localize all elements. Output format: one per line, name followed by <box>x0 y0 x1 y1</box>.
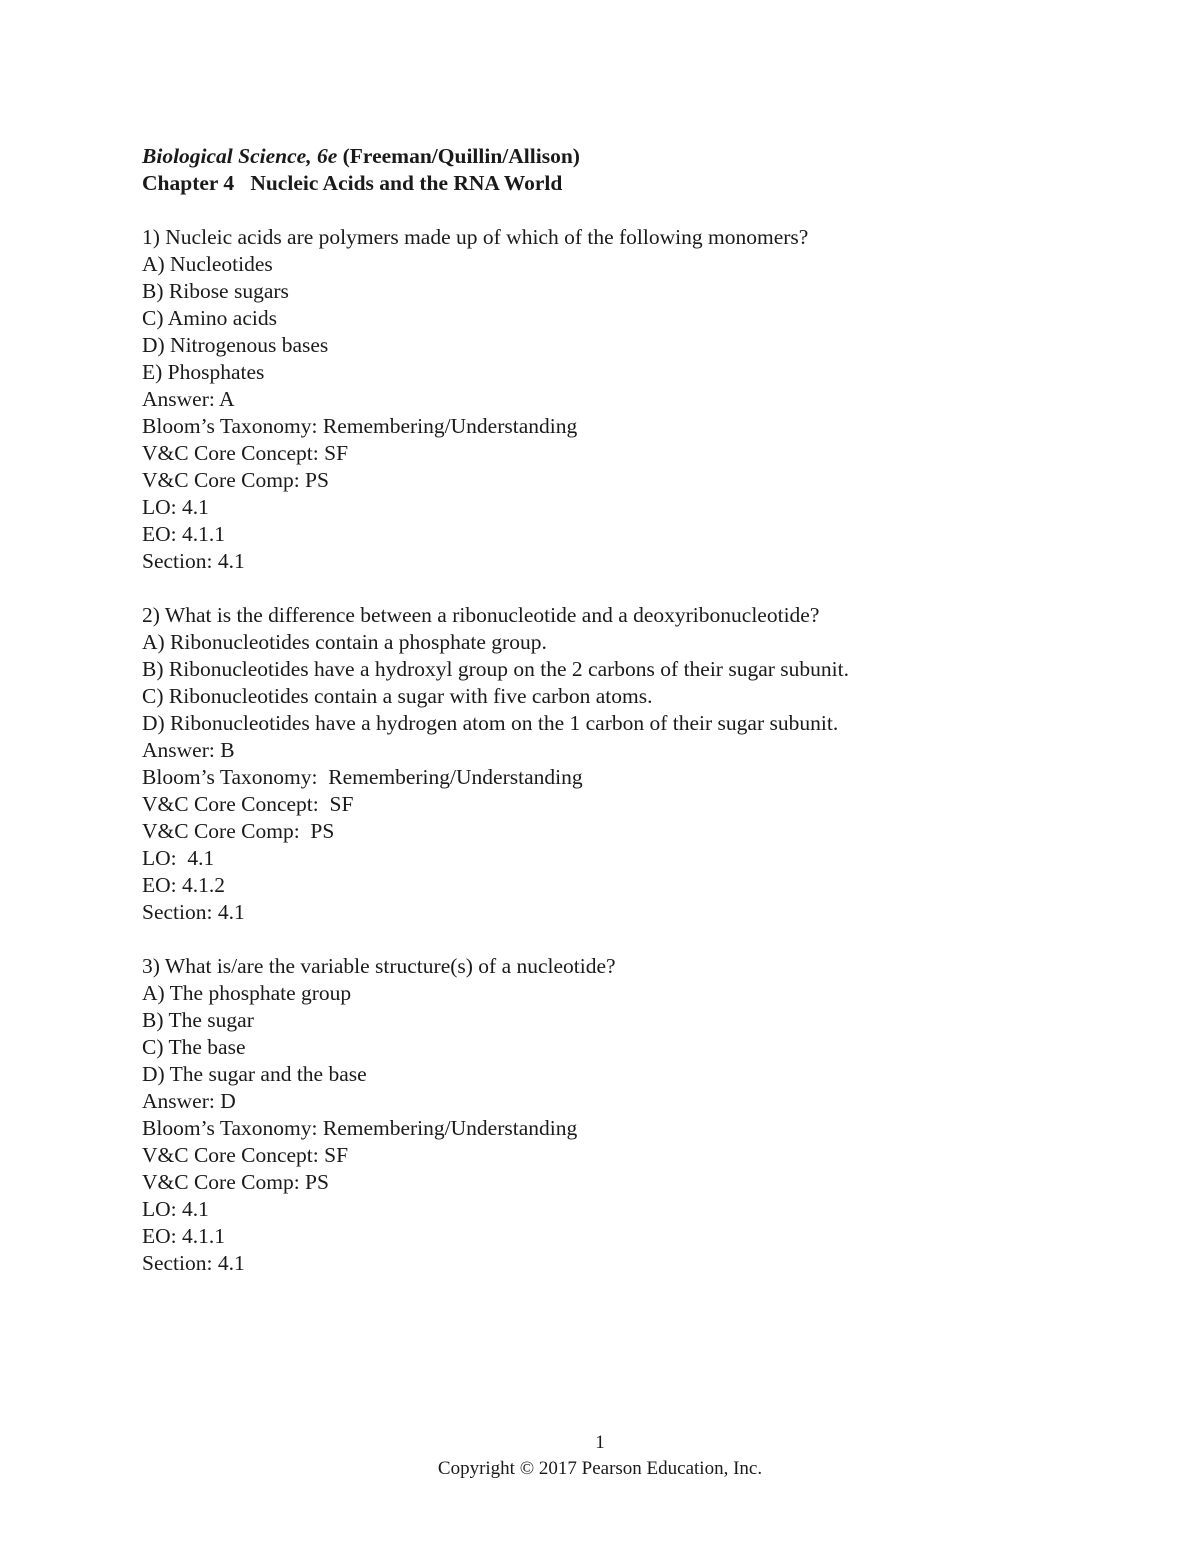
answer-choice: A) Ribonucleotides contain a phosphate group. <box>142 630 547 654</box>
answer-choice: D) Nitrogenous bases <box>142 333 329 357</box>
answer-key: Answer: B <box>142 738 235 762</box>
blooms-taxonomy: Bloom’s Taxonomy: Remembering/Understanding <box>142 414 578 438</box>
blooms-taxonomy: Bloom’s Taxonomy: Remembering/Understanding <box>142 1116 578 1140</box>
core-concept: V&C Core Concept: SF <box>142 441 349 465</box>
answer-choice: E) Phosphates <box>142 360 265 384</box>
page-number: 1 <box>595 1432 605 1453</box>
answer-choice: A) The phosphate group <box>142 981 352 1005</box>
section-ref: Section: 4.1 <box>142 900 245 924</box>
answer-choice: B) Ribonucleotides have a hydroxyl group on the 2 carbons of their sugar subunit. <box>142 657 849 681</box>
answer-choice: C) Ribonucleotides contain a sugar with five carbon atoms. <box>142 684 653 708</box>
book-title-line <box>142 143 1102 170</box>
page-content <box>142 143 1102 1277</box>
learning-objective: LO: 4.1 <box>142 1197 209 1221</box>
answer-choice: B) The sugar <box>142 1008 254 1032</box>
section-ref: Section: 4.1 <box>142 549 245 573</box>
copyright-notice: Copyright © 2017 Pearson Education, Inc. <box>437 1458 763 1479</box>
question-stem: 2) What is the difference between a ribonucleotide and a deoxyribonucleotide? <box>142 603 820 627</box>
question-stem: 3) What is/are the variable structure(s) of a nucleotide? <box>142 954 616 978</box>
answer-key: Answer: A <box>142 387 235 411</box>
chapter-title: Nucleic Acids and the RNA World <box>250 171 563 195</box>
core-comp: V&C Core Comp: PS <box>142 1170 329 1194</box>
chapter-heading <box>142 170 1102 197</box>
answer-choice: D) Ribonucleotides have a hydrogen atom on the 1 carbon of their sugar subunit. <box>142 711 839 735</box>
answer-choice: A) Nucleotides <box>142 252 273 276</box>
blooms-taxonomy: Bloom’s Taxonomy: Remembering/Understanding <box>142 765 583 789</box>
enabling-objective: EO: 4.1.1 <box>142 1224 226 1248</box>
core-concept: V&C Core Concept: SF <box>142 1143 349 1167</box>
chapter-label: Chapter 4 <box>142 171 235 195</box>
core-comp: V&C Core Comp: PS <box>142 819 335 843</box>
answer-choice: C) Amino acids <box>142 306 277 330</box>
enabling-objective: EO: 4.1.1 <box>142 522 226 546</box>
answer-choice: B) Ribose sugars <box>142 279 289 303</box>
question-1 <box>142 224 1102 575</box>
answer-key: Answer: D <box>142 1089 236 1113</box>
answer-choice: D) The sugar and the base <box>142 1062 367 1086</box>
core-concept: V&C Core Concept: SF <box>142 792 354 816</box>
book-title: Biological Science, 6e <box>142 144 338 168</box>
core-comp: V&C Core Comp: PS <box>142 468 329 492</box>
question-stem: 1) Nucleic acids are polymers made up of which of the following monomers? <box>142 225 809 249</box>
question-3 <box>142 953 1102 1277</box>
answer-choice: C) The base <box>142 1035 246 1059</box>
section-ref: Section: 4.1 <box>142 1251 245 1275</box>
learning-objective: LO: 4.1 <box>142 495 209 519</box>
question-2 <box>142 602 1102 926</box>
book-authors: (Freeman/Quillin/Allison) <box>337 144 580 168</box>
enabling-objective: EO: 4.1.2 <box>142 873 226 897</box>
learning-objective: LO: 4.1 <box>142 846 215 870</box>
